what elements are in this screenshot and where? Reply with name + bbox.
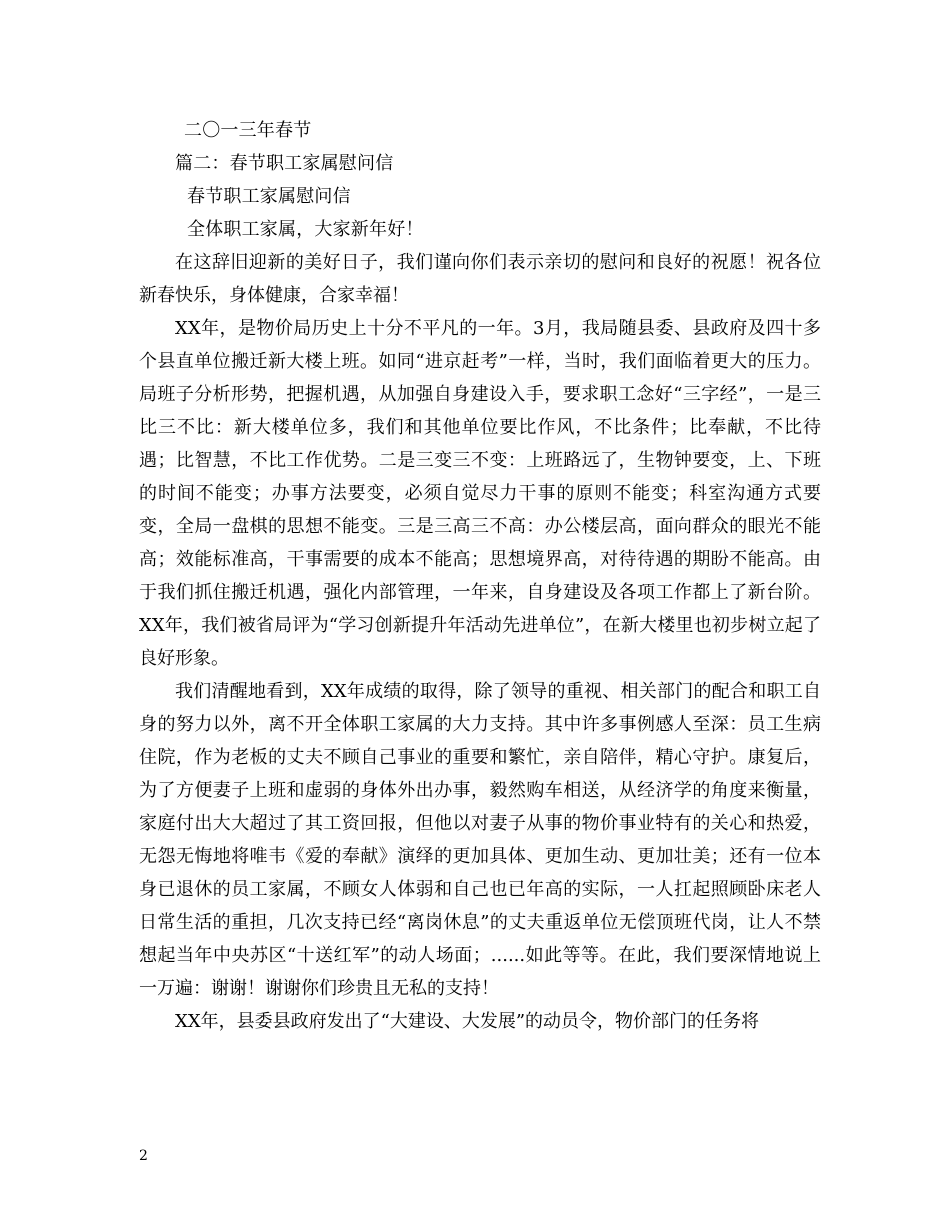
document-body: [139, 114, 821, 1038]
paragraph-next-year: XX年，县委县政府发出了“大建设、大发展”的动员令，物价部门的任务将: [175, 1011, 760, 1032]
page-number: 2: [139, 1148, 148, 1164]
paragraph-greeting: 在这辞旧迎新的美好日子，我们谨向你们表示亲切的慰问和良好的祝愿！祝各位新春快乐，身体健康，合家幸福！: [139, 252, 821, 306]
paragraph-family-support: 我们清醒地看到，XX年成绩的取得，除了领导的重视、相关部门的配合和职工自身的努力以外，离不开全体职工家属的大力支持。其中许多事例感人至深：员工生病住院，作为老板的丈夫不顾自己事业的重要和繁忙，亲自陪伴，精心守护。康复后，为了方便妻子上班和虚弱的身体外出办事，毅然购车相送，从经济学的角度来衡量，家庭付出大大超过了其工资回报，但他以对妻子从事的物价事业特有的关心和热爱，无怨无悔地将唯韦《爱的奉献》演绎的更加具体、更加生动、更加壮美；还有一位本身已退休的员工家属，不顾女人体弱和自己也已年高的实际，一人扛起照顾卧床老人日常生活的重担，几次支持已经“离岗休息”的丈夫重返单位无偿顶班代岗，让人不禁想起当年中央苏区“十送红军”的动人场面；......如此等等。在此，我们要深情地说上一万遍：谢谢！谢谢你们珍贵且无私的支持！: [139, 681, 821, 999]
salutation: 全体职工家属，大家新年好！: [187, 219, 424, 240]
paragraph-year-review: XX年，是物价局历史上十分不平凡的一年。3月，我局随县委、县政府及四十多个县直单位搬迁新大楼上班。如同“进京赶考”一样，当时，我们面临着更大的压力。局班子分析形势，把握机遇，从加强自身建设入手，要求职工念好“三字经”，一是三比三不比：新大楼单位多，我们和其他单位要比作风，不比条件；比奉献，不比待遇；比智慧，不比工作优势。二是三变三不变：上班路远了，生物钟要变，上、下班的时间不能变；办事方法要变，必须自觉尽力干事的原则不能变；科室沟通方式要变，全局一盘棋的思想不能变。三是三高三不高：办公楼层高，面向群众的眼光不能高；效能标准高，干事需要的成本不能高；思想境界高，对待待遇的期盼不能高。由于我们抓住搬迁机遇，强化内部管理，一年来，自身建设及各项工作都上了新台阶。XX年，我们被省局评为“学习创新提升年活动先进单位”，在新大楼里也初步树立起了良好形象。: [139, 318, 821, 669]
date-line: 二〇一三年春节: [184, 120, 312, 141]
letter-title: 春节职工家属慰问信: [187, 186, 351, 207]
section-heading: 篇二：春节职工家属慰问信: [175, 153, 394, 174]
